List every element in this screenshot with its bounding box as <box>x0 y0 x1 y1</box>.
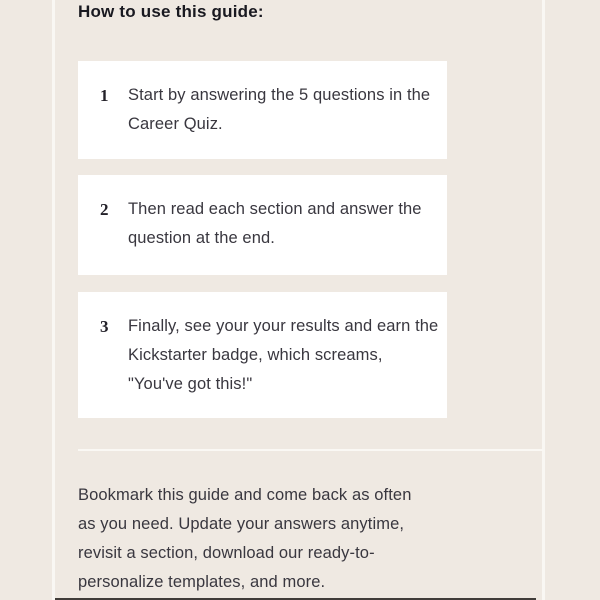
paragraph-line: Bookmark this guide and come back as often <box>78 486 412 504</box>
paragraph-line: personalize templates, and more. <box>78 573 326 591</box>
step-text <box>128 312 438 399</box>
paragraph-line: revisit a section, download our ready-to- <box>78 544 375 562</box>
step-number: 1 <box>100 86 109 105</box>
step-text-line: Start by answering the 5 questions in the <box>128 86 431 104</box>
column-border-right <box>542 0 545 600</box>
section-divider <box>78 449 543 451</box>
step-text-line: question at the end. <box>128 229 275 247</box>
step-number: 2 <box>100 200 109 219</box>
step-text <box>128 81 430 139</box>
column-border-left <box>52 0 55 600</box>
step-text-line: Finally, see your your results and earn the <box>128 317 439 335</box>
step-text-line: Career Quiz. <box>128 115 223 133</box>
step-text-line: "You've got this!" <box>128 375 253 393</box>
section-title: How to use this guide: <box>78 2 264 21</box>
step-card-1 <box>78 61 447 159</box>
step-text-line: Then read each section and answer the <box>128 200 422 218</box>
step-text <box>128 195 422 253</box>
paragraph-line: as you need. Update your answers anytime, <box>78 515 405 533</box>
step-card-3 <box>78 292 447 418</box>
closing-paragraph <box>78 481 411 597</box>
step-card-2 <box>78 175 447 275</box>
step-text-line: Kickstarter badge, which screams, <box>128 346 383 364</box>
step-number: 3 <box>100 317 109 336</box>
